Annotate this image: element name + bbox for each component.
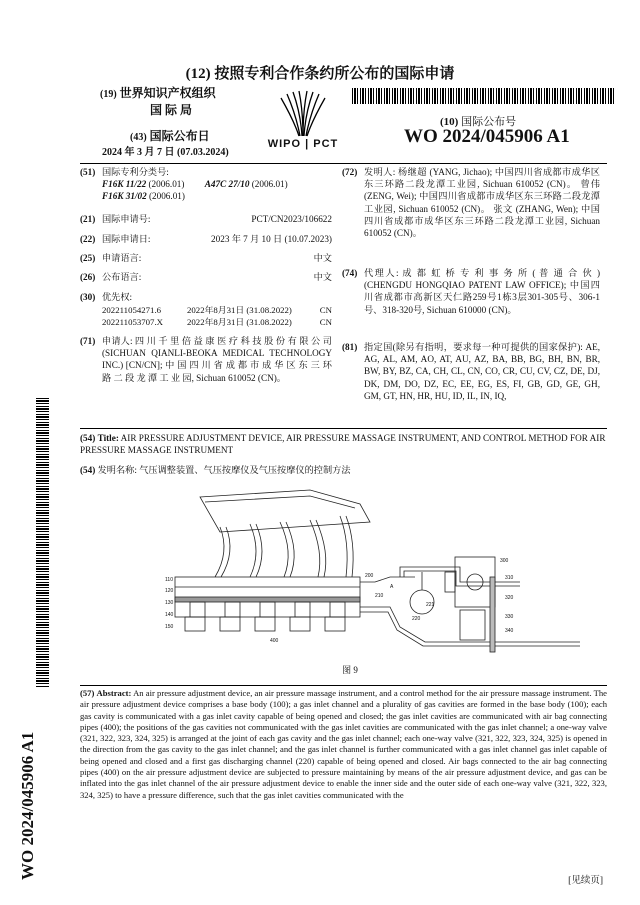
priority-row-2 <box>102 316 332 328</box>
ipc-3-date: (2006.01) <box>148 191 185 201</box>
document-title: (12) 按照专利合作条约所公布的国际申请 <box>185 66 455 82</box>
top-barcode <box>352 88 614 104</box>
field-22-value: 2023 年 7 月 10 日 (10.07.2023) <box>211 234 332 244</box>
ipc-row-1 <box>102 178 332 190</box>
svg-text:120: 120 <box>165 588 174 594</box>
field-51-code: (51) <box>80 167 96 177</box>
field-71 <box>80 335 332 395</box>
side-pub-no: WO 2024/045906 A1 <box>18 731 37 880</box>
chinese-title <box>80 464 607 476</box>
svg-text:110: 110 <box>165 577 173 583</box>
pub-date-label-row <box>130 127 210 144</box>
field-25 <box>80 252 332 264</box>
svg-text:130: 130 <box>165 600 174 606</box>
field-21-code: (21) <box>80 214 96 224</box>
ipc-2-date: (2006.01) <box>251 179 288 189</box>
pub-no-label: 国际公布号 <box>461 116 517 128</box>
english-title-label: Title: <box>97 433 119 443</box>
field-30-label: 优先权: <box>102 292 133 302</box>
field-26-label: 公布语言: <box>102 272 142 282</box>
field-30 <box>80 291 332 303</box>
pub-date: 2024 年 3 月 7 日 (07.03.2024) <box>102 147 229 158</box>
abstract-label: Abstract: <box>96 688 132 698</box>
pub-date-label: 国际公布日 <box>149 129 210 143</box>
field-21-value: PCT/CN2023/106622 <box>251 214 332 224</box>
field-72 <box>342 166 600 266</box>
english-title-code: (54) <box>80 433 96 443</box>
header-rule <box>80 163 607 164</box>
field-51-label: 国际专利分类号: <box>102 167 169 177</box>
svg-text:300: 300 <box>500 558 509 564</box>
field-72-text: 发明人: 杨继超 (YANG, Jichao); 中国四川省成都市成华区东三环路二段龙潭工业园, Sichuan 610052 (CN)。 曾伟 (ZENG, Wei); 中国四川省成都市成华区东三环路二段龙潭工业园, Sichuan 610052 (CN)。 张文 (ZHANG, Wen); 中国四川省成都市成华区东三环路二段龙潭工业园, Sichuan 610052 (CN)。 <box>364 167 600 239</box>
english-title <box>80 432 607 456</box>
abstract <box>80 688 607 801</box>
priority-2-no: 202211053707.X <box>102 317 164 327</box>
abstract-code: (57) <box>80 688 95 698</box>
field-22-code: (22) <box>80 234 96 244</box>
figure-caption: 图 9 <box>342 665 358 675</box>
svg-text:210: 210 <box>375 593 384 599</box>
field-81-code: (81) <box>342 342 358 352</box>
field-22-label: 国际申请日: <box>102 234 151 244</box>
priority-1-cc: CN <box>319 305 332 315</box>
svg-text:221: 221 <box>426 602 435 608</box>
english-title-text: AIR PRESSURE ADJUSTMENT DEVICE, AIR PRESSURE MASSAGE INSTRUMENT, AND CONTROL METHOD FOR AIR PRESSURE MASSAGE INSTRUMENT <box>80 433 606 456</box>
field-81 <box>342 341 600 405</box>
priority-row-1 <box>102 304 332 316</box>
titles-rule <box>80 428 607 429</box>
ipc-1: F16K 11/22 <box>102 179 147 189</box>
priority-1-no: 202211054271.6 <box>102 305 162 315</box>
field-71-text: 申请人: 四 川 千 里 倍 益 康 医 疗 科 技 股 份 有 限 公 司 (SICHUAN QIANLI-BEOKA MEDICAL TECHNOLOGY INC.) [CN/CN]; 中 国 四 川 省 成 都 市 成 华 区 东 三 环 路 二 段 龙 潭 工 业 园, Sichuan 610052 (CN)。 <box>102 336 332 383</box>
ipc-row-2 <box>102 190 332 202</box>
field-74-text: 代理人: 成 都 虹 桥 专 利 事 务 所 ( 普 通 合 伙 ) (CHENGDU HONGQIAO PATENT LAW OFFICE); 中国四川省成都市高新区天仁路259号1栋3层301-305号、306-1号、318-320号, Sichuan 610000 (CN)。 <box>364 268 600 315</box>
org-block <box>100 86 260 102</box>
pub-no: WO 2024/045906 A1 <box>404 126 570 147</box>
ipc-2: A47C 27/10 <box>204 179 250 189</box>
field-74-code: (74) <box>342 268 358 278</box>
ipc-1-date: (2006.01) <box>148 179 185 189</box>
wipo-logo <box>267 86 339 156</box>
org-name: 世界知识产权组织 <box>119 86 216 100</box>
wipo-logo-text: WIPO | PCT <box>267 138 339 150</box>
chinese-title-label: 发明名称: <box>97 465 137 475</box>
field-22 <box>80 233 332 245</box>
field-81-text: 指定国(除另有指明，要求每一种可提供的国家保护): AE, AG, AL, AM, AO, AT, AU, AZ, BA, BB, BG, BH, BN, BR, BW, BY, BZ, CA, CH, CL, CN, CO, CR, CU, CV, CZ, DE, DJ, DK, DM, DO, DZ, EC, EE, EG, ES, FI, GB, GD, GE, GH, GM, GT, HN, HR, HU, ID, IL, IN, IQ, <box>364 342 600 401</box>
pub-no-code: (10) <box>440 116 459 128</box>
figure-drawing <box>160 482 600 657</box>
field-74 <box>342 267 600 331</box>
field-21 <box>80 213 332 225</box>
continued-note: [见续页] <box>568 876 603 886</box>
field-25-value: 中文 <box>313 253 332 263</box>
priority-2-date: 2022年8月31日 (31.08.2022) <box>187 317 292 327</box>
svg-text:340: 340 <box>505 628 514 634</box>
org-code: (19) <box>100 89 117 100</box>
svg-text:200: 200 <box>365 573 374 579</box>
svg-text:150: 150 <box>165 624 174 630</box>
field-21-label: 国际申请号: <box>102 214 151 224</box>
svg-text:320: 320 <box>505 595 514 601</box>
field-30-code: (30) <box>80 292 96 302</box>
field-26 <box>80 271 332 283</box>
svg-text:310: 310 <box>505 575 514 581</box>
patent-figure <box>160 482 600 657</box>
wipo-emblem-icon <box>267 86 339 142</box>
svg-text:A: A <box>390 584 394 590</box>
field-26-code: (26) <box>80 272 96 282</box>
svg-text:220: 220 <box>412 616 421 622</box>
field-25-label: 申请语言: <box>102 253 142 263</box>
abstract-text: An air pressure adjustment device, an air pressure massage instrument, and a control method for the air pressure massage instrument. The air pressure adjustment device comprises a base body (100); a gas inlet channel and a plurality of gas cavities are formed in the base body (100); each gas cavity is communicated with a gas inlet cavity capable of being opened and closed; the gas inlet cavities are communicated with air bag connecting pipes (400); the positions of the gas cavities not communicated with the gas inlet cavities are communicated with the gas inlet channel; a one-way valve (321, 322, 323, 324, 325) is arranged at the joint of each gas cavity and the gas inlet channel; each one-way valve (321, 322, 323, 324, 325) is opened in the direction from the gas cavity to the gas inlet channel; and the gas inlet channel is further communicated with a gas inlet channel gas inlet capable of being opened and closed and a first gas discharging channel (220) capable of being opened and closed. Air bags connected to the air bag connecting pipes (400) on the air pressure adjustment device are subjected to pressure maintaining by means of the air pressure adjustment device, and gas can be inflated into the gas inlet channel of the air pressure adjustment device to enable the inner side and the outer side of each one-way valve (321, 322, 323, 324, 325) to have a pressure difference, such that the gas inlet cavities communicated with the <box>80 688 607 800</box>
svg-text:140: 140 <box>165 612 174 618</box>
field-71-code: (71) <box>80 336 96 346</box>
svg-text:330: 330 <box>505 614 514 620</box>
priority-1-date: 2022年8月31日 (31.08.2022) <box>187 305 292 315</box>
ipc-3: F16K 31/02 <box>102 191 147 201</box>
abstract-rule <box>80 685 607 686</box>
chinese-title-text: 气压调整装置、气压按摩仪及气压按摩仪的控制方法 <box>139 465 351 475</box>
svg-text:400: 400 <box>270 638 279 644</box>
pub-date-code: (43) <box>130 132 147 143</box>
field-25-code: (25) <box>80 253 96 263</box>
priority-2-cc: CN <box>319 317 332 327</box>
field-26-value: 中文 <box>313 272 332 282</box>
field-51 <box>80 166 330 178</box>
chinese-title-code: (54) <box>80 465 96 475</box>
side-barcode <box>36 398 49 688</box>
org-sub: 国 际 局 <box>150 103 193 117</box>
field-72-code: (72) <box>342 167 358 177</box>
